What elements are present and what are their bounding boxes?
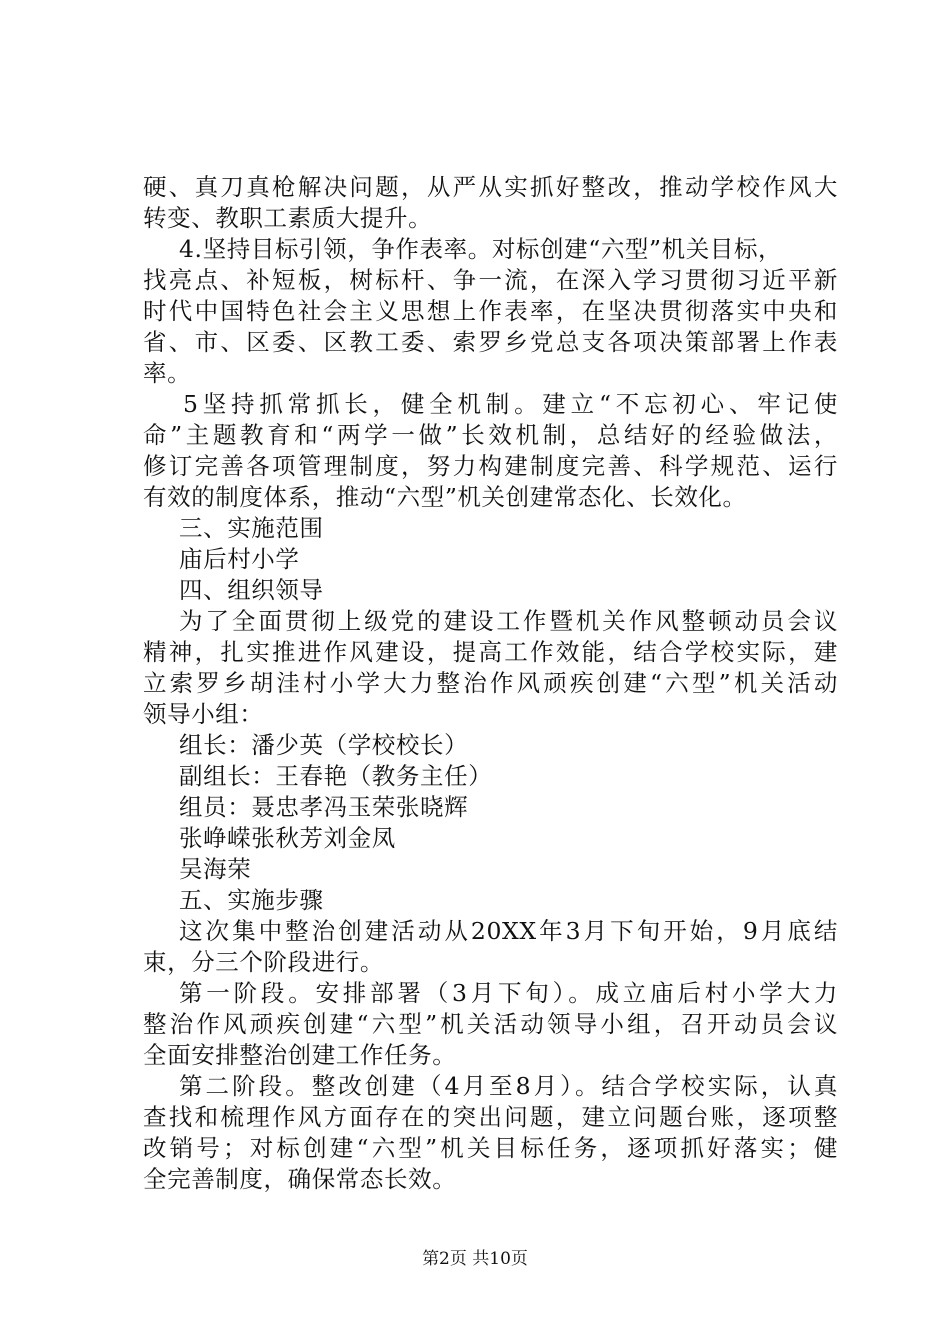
- text-line: 立索罗乡胡洼村小学大力整治作风顽疾创建“六型”机关活动: [143, 669, 838, 697]
- text-line: 改销号；对标创建“六型”机关目标任务，逐项抓好落实；健: [143, 1134, 838, 1162]
- text-line: 找亮点、补短板，树标杆、争一流，在深入学习贯彻习近平新: [143, 266, 838, 294]
- text-line: 精神，扎实推进作风建设，提高工作效能，结合学校实际，建: [143, 638, 838, 666]
- text-line: 领导小组：: [143, 700, 264, 728]
- text-line: 庙后村小学: [179, 545, 300, 573]
- text-line: 这次集中整治创建活动从20XX年3月下旬开始，9月底结: [179, 917, 838, 945]
- text-line: 第二阶段。整改创建（4月至8月）。结合学校实际，认真: [179, 1072, 838, 1100]
- text-line: 张峥嵘张秋芳刘金凤: [179, 824, 396, 852]
- text-line: 束，分三个阶段进行。: [143, 948, 384, 976]
- document-body: [143, 172, 838, 1195]
- text-line: 全面安排整治创建工作任务。: [143, 1041, 457, 1069]
- text-line: 吴海荣: [179, 855, 252, 883]
- text-line: 组长：潘少英（学校校长）: [179, 731, 469, 759]
- text-line: 5坚持抓常抓长，健全机制。建立“不忘初心、牢记使: [183, 390, 838, 418]
- text-line: 查找和梳理作风方面存在的突出问题，建立问题台账，逐项整: [143, 1103, 838, 1131]
- text-line: 转变、教职工素质大提升。: [143, 204, 433, 232]
- text-line: 整治作风顽疾创建“六型”机关活动领导小组，召开动员会议: [143, 1010, 838, 1038]
- text-line: 有效的制度体系，推动“六型”机关创建常态化、长效化。: [143, 483, 747, 511]
- text-line: 省、市、区委、区教工委、索罗乡党总支各项决策部署上作表: [143, 328, 838, 356]
- text-line: 为了全面贯彻上级党的建设工作暨机关作风整顿动员会议: [179, 607, 838, 635]
- text-line: 全完善制度，确保常态长效。: [143, 1165, 457, 1193]
- text-line: 第一阶段。安排部署（3月下旬）。成立庙后村小学大力: [179, 979, 838, 1007]
- page-footer: 第2页 共10页: [422, 1249, 528, 1269]
- text-line: 副组长：王春艳（教务主任）: [179, 762, 493, 790]
- text-line: 三、实施范围: [179, 514, 324, 542]
- text-line: 修订完善各项管理制度，努力构建制度完善、科学规范、运行: [143, 452, 838, 480]
- text-line: 4.坚持目标引领，争作表率。对标创建“六型”机关目标，: [179, 235, 783, 263]
- text-line: 命”主题教育和“两学一做”长效机制，总结好的经验做法，: [143, 421, 838, 449]
- text-line: 五、实施步骤: [179, 886, 324, 914]
- text-line: 硬、真刀真枪解决问题，从严从实抓好整改，推动学校作风大: [143, 173, 838, 201]
- text-line: 四、组织领导: [179, 576, 324, 604]
- text-line: 时代中国特色社会主义思想上作表率，在坚决贯彻落实中央和: [143, 297, 838, 325]
- text-line: 率。: [143, 359, 192, 387]
- text-line: 组员：聂忠孝冯玉荣张晓辉: [179, 793, 469, 821]
